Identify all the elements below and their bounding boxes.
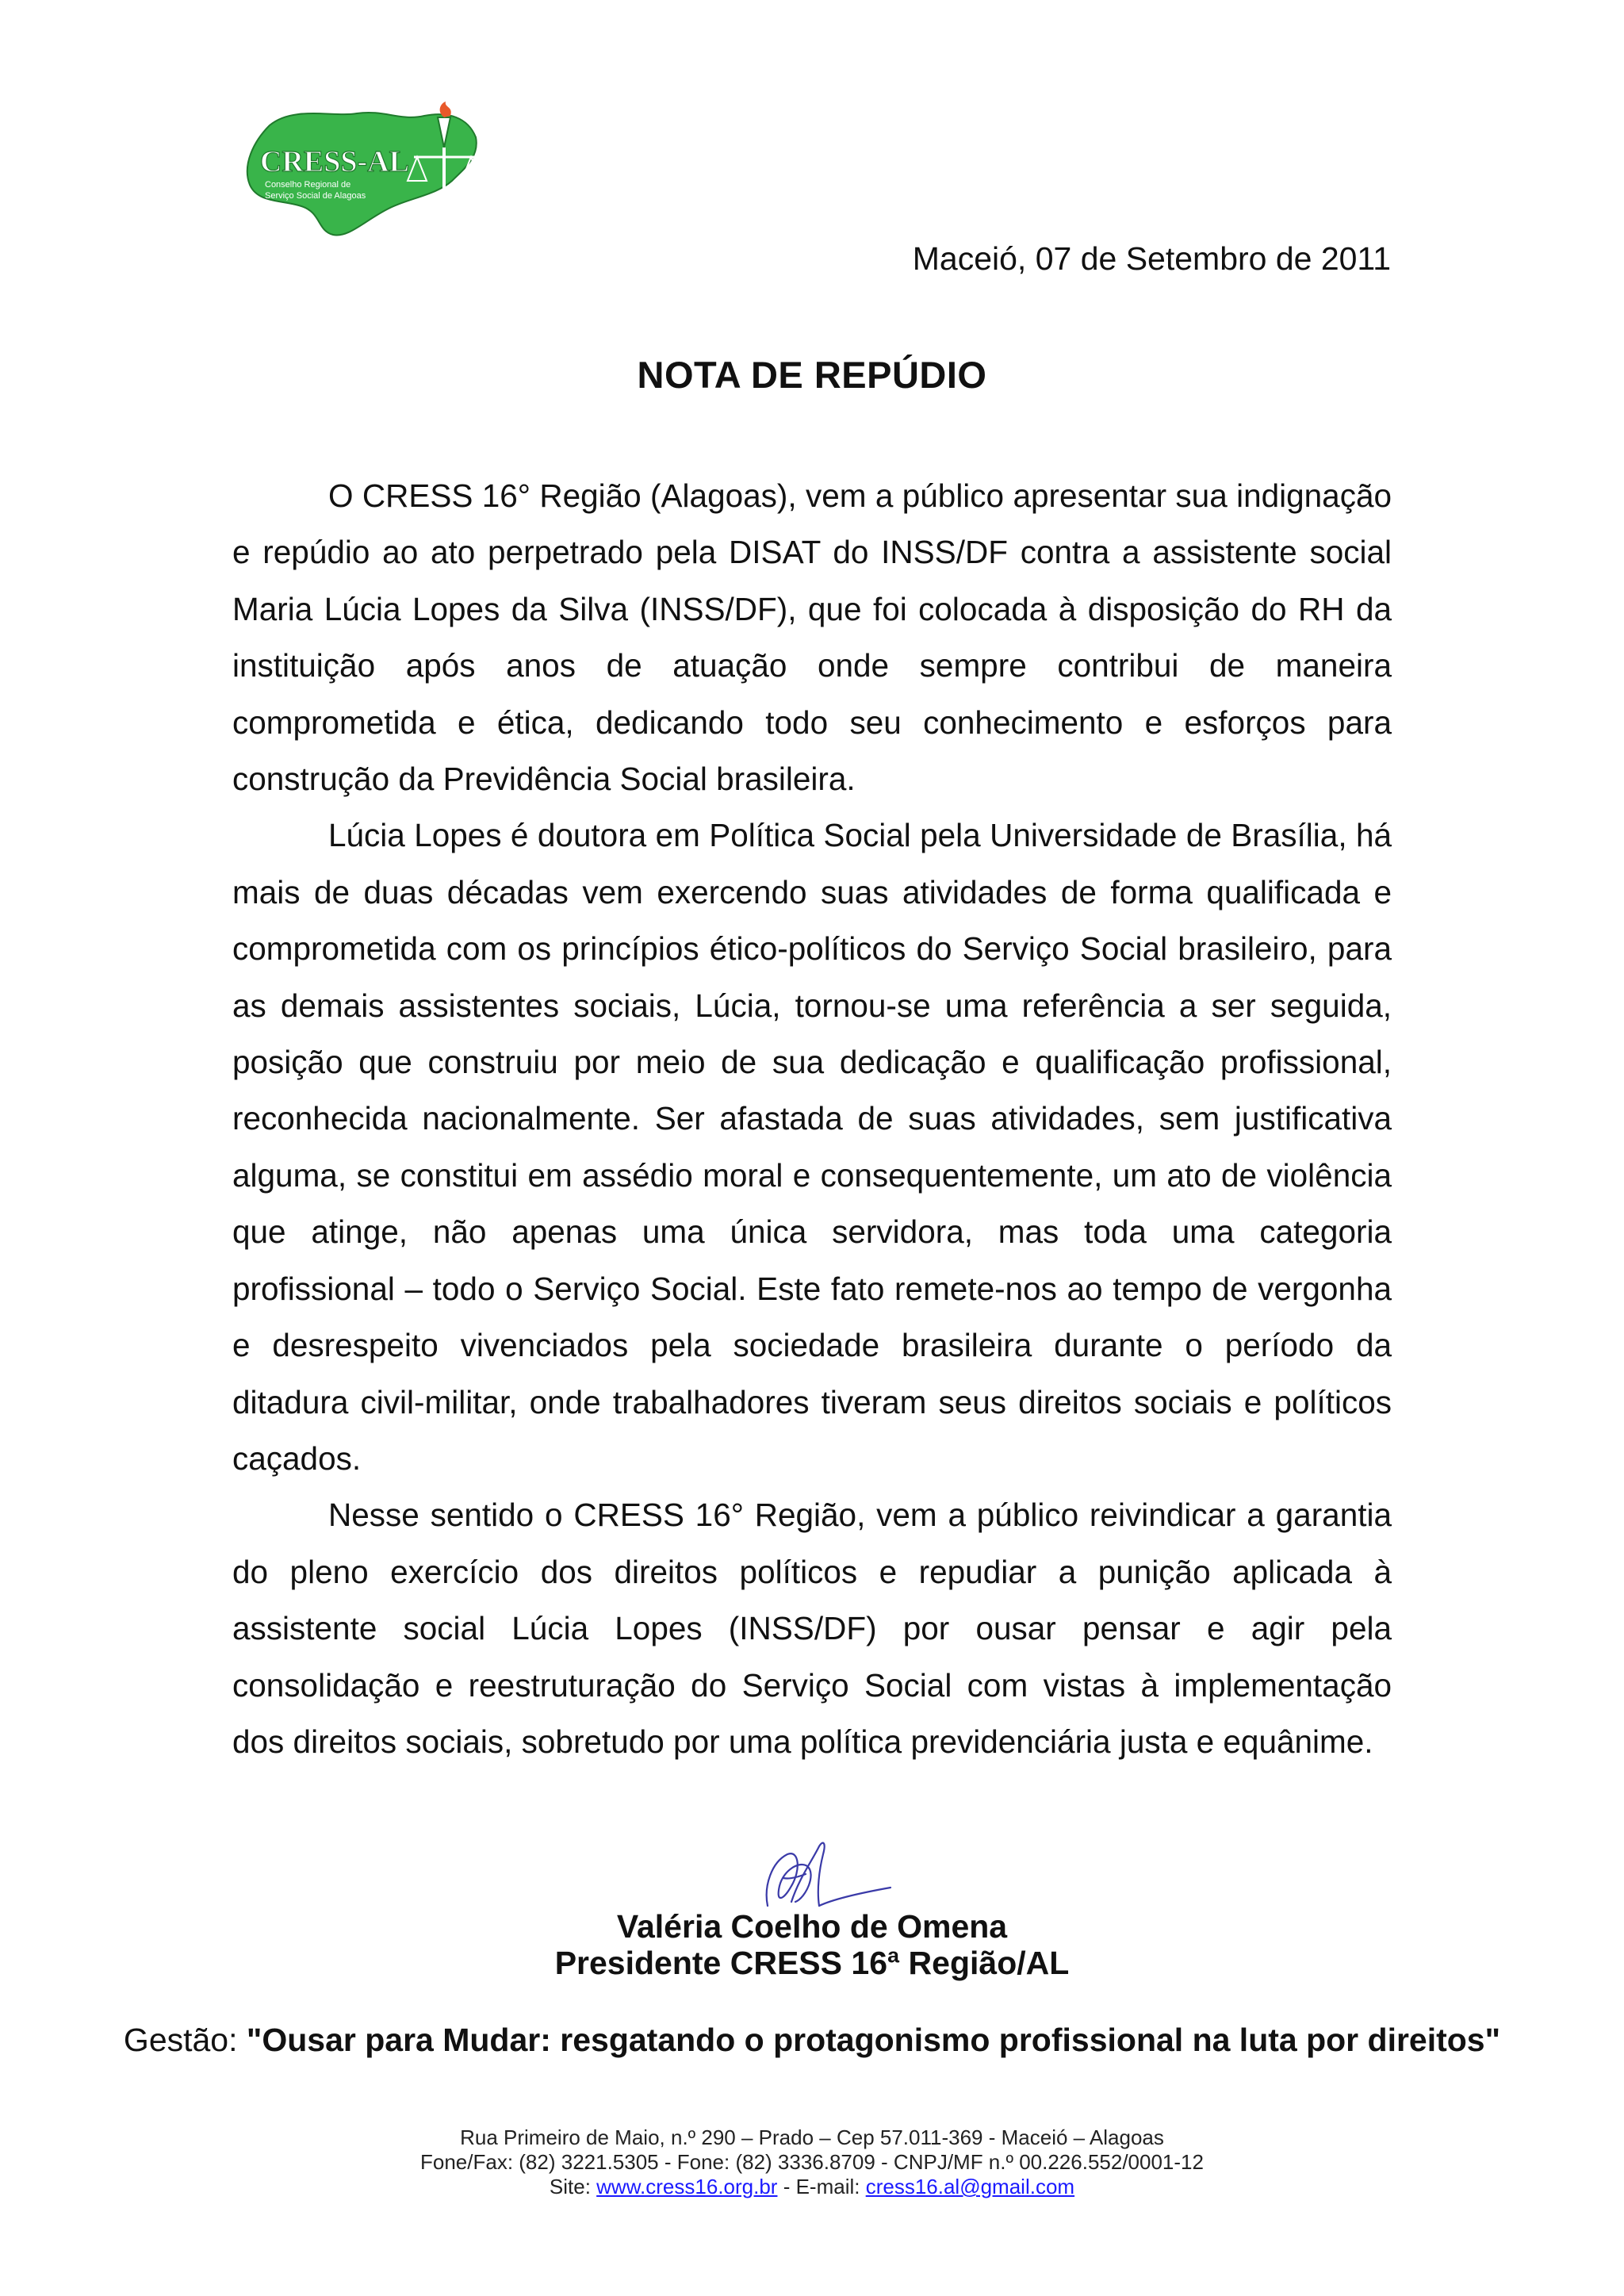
gestao-label: Gestão: xyxy=(123,2022,247,2058)
body-paragraph-1: O CRESS 16° Região (Alagoas), vem a público apresentar sua indignação e repúdio ao ato perpetrado pela DISAT do INSS/DF contra a assistente social Maria Lúcia Lopes da Silva (INSS/DF), que foi colocada à disposição do RH da instituição após anos de atuação onde sempre contribui de maneira comprometida e ética, dedicando todo seu conhecimento e esforços para construção da Previdência Social brasileira. xyxy=(232,477,1392,798)
logo-text: CRESS-AL xyxy=(260,145,409,178)
footer-address: Rua Primeiro de Maio, n.º 290 – Prado – Cep 57.011-369 - Maceió – Alagoas xyxy=(460,2125,1164,2149)
cress-al-logo xyxy=(238,102,484,240)
document-title: NOTA DE REPÚDIO xyxy=(637,354,987,396)
signer-role: Presidente CRESS 16ª Região/AL xyxy=(554,1945,1070,1981)
footer-email-label: - E-mail: xyxy=(777,2175,866,2198)
letter-date: Maceió, 07 de Setembro de 2011 xyxy=(912,240,1391,277)
signer-name: Valéria Coelho de Omena xyxy=(616,1908,1008,1945)
footer-email-link[interactable]: cress16.al@gmail.com xyxy=(865,2175,1075,2198)
cress-al-logo-graphic xyxy=(238,102,484,240)
footer-contact-line xyxy=(0,2175,1624,2199)
document-body xyxy=(232,468,1392,1770)
body-paragraph-3: Nesse sentido o CRESS 16° Região, vem a público reivindicar a garantia do pleno exercício dos direitos políticos e repudiar a punição aplicada à assistente social Lúcia Lopes (INSS/DF) por ousar pensar e agir pela consolidação e reestruturação do Serviço Social com vistas à implementação dos direitos sociais, sobretudo por uma política previdenciária justa e equânime. xyxy=(232,1497,1392,1760)
letterhead-footer xyxy=(0,2125,1624,2199)
footer-site-label: Site: xyxy=(549,2175,597,2198)
footer-phones: Fone/Fax: (82) 3221.5305 - Fone: (82) 3336.8709 - CNPJ/MF n.º 00.226.552/0001-12 xyxy=(420,2150,1204,2174)
logo-subtext-line2: Serviço Social de Alagoas xyxy=(265,191,366,201)
signer-block xyxy=(0,1908,1624,1981)
gestao-quote: "Ousar para Mudar: resgatando o protagonismo profissional na luta por direitos" xyxy=(246,2022,1501,2058)
gestao-motto xyxy=(0,2022,1624,2058)
footer-site-link[interactable]: www.cress16.org.br xyxy=(596,2175,778,2198)
logo-subtext-line1: Conselho Regional de xyxy=(265,180,351,190)
body-paragraph-2: Lúcia Lopes é doutora em Política Social pela Universidade de Brasília, há mais de duas décadas vem exercendo suas atividades de forma qualificada e comprometida com os princípios ético-políticos do Serviço Social brasileiro, para as demais assistentes sociais, Lúcia, tornou-se uma referência a ser seguida, posição que construiu por meio de sua dedicação e qualificação profissional, reconhecida nacionalmente. Ser afastada de suas atividades, sem justificativa alguma, se constitui em assédio moral e consequentemente, um ato de violência que atinge, não apenas uma única servidora, mas toda uma categoria profissional – todo o Serviço Social. Este fato remete-nos ao tempo de vergonha e desrespeito vivenciados pela sociedade brasileira durante o período da ditadura civil-militar, onde trabalhadores tiveram seus direitos sociais e políticos caçados. xyxy=(232,817,1392,1477)
